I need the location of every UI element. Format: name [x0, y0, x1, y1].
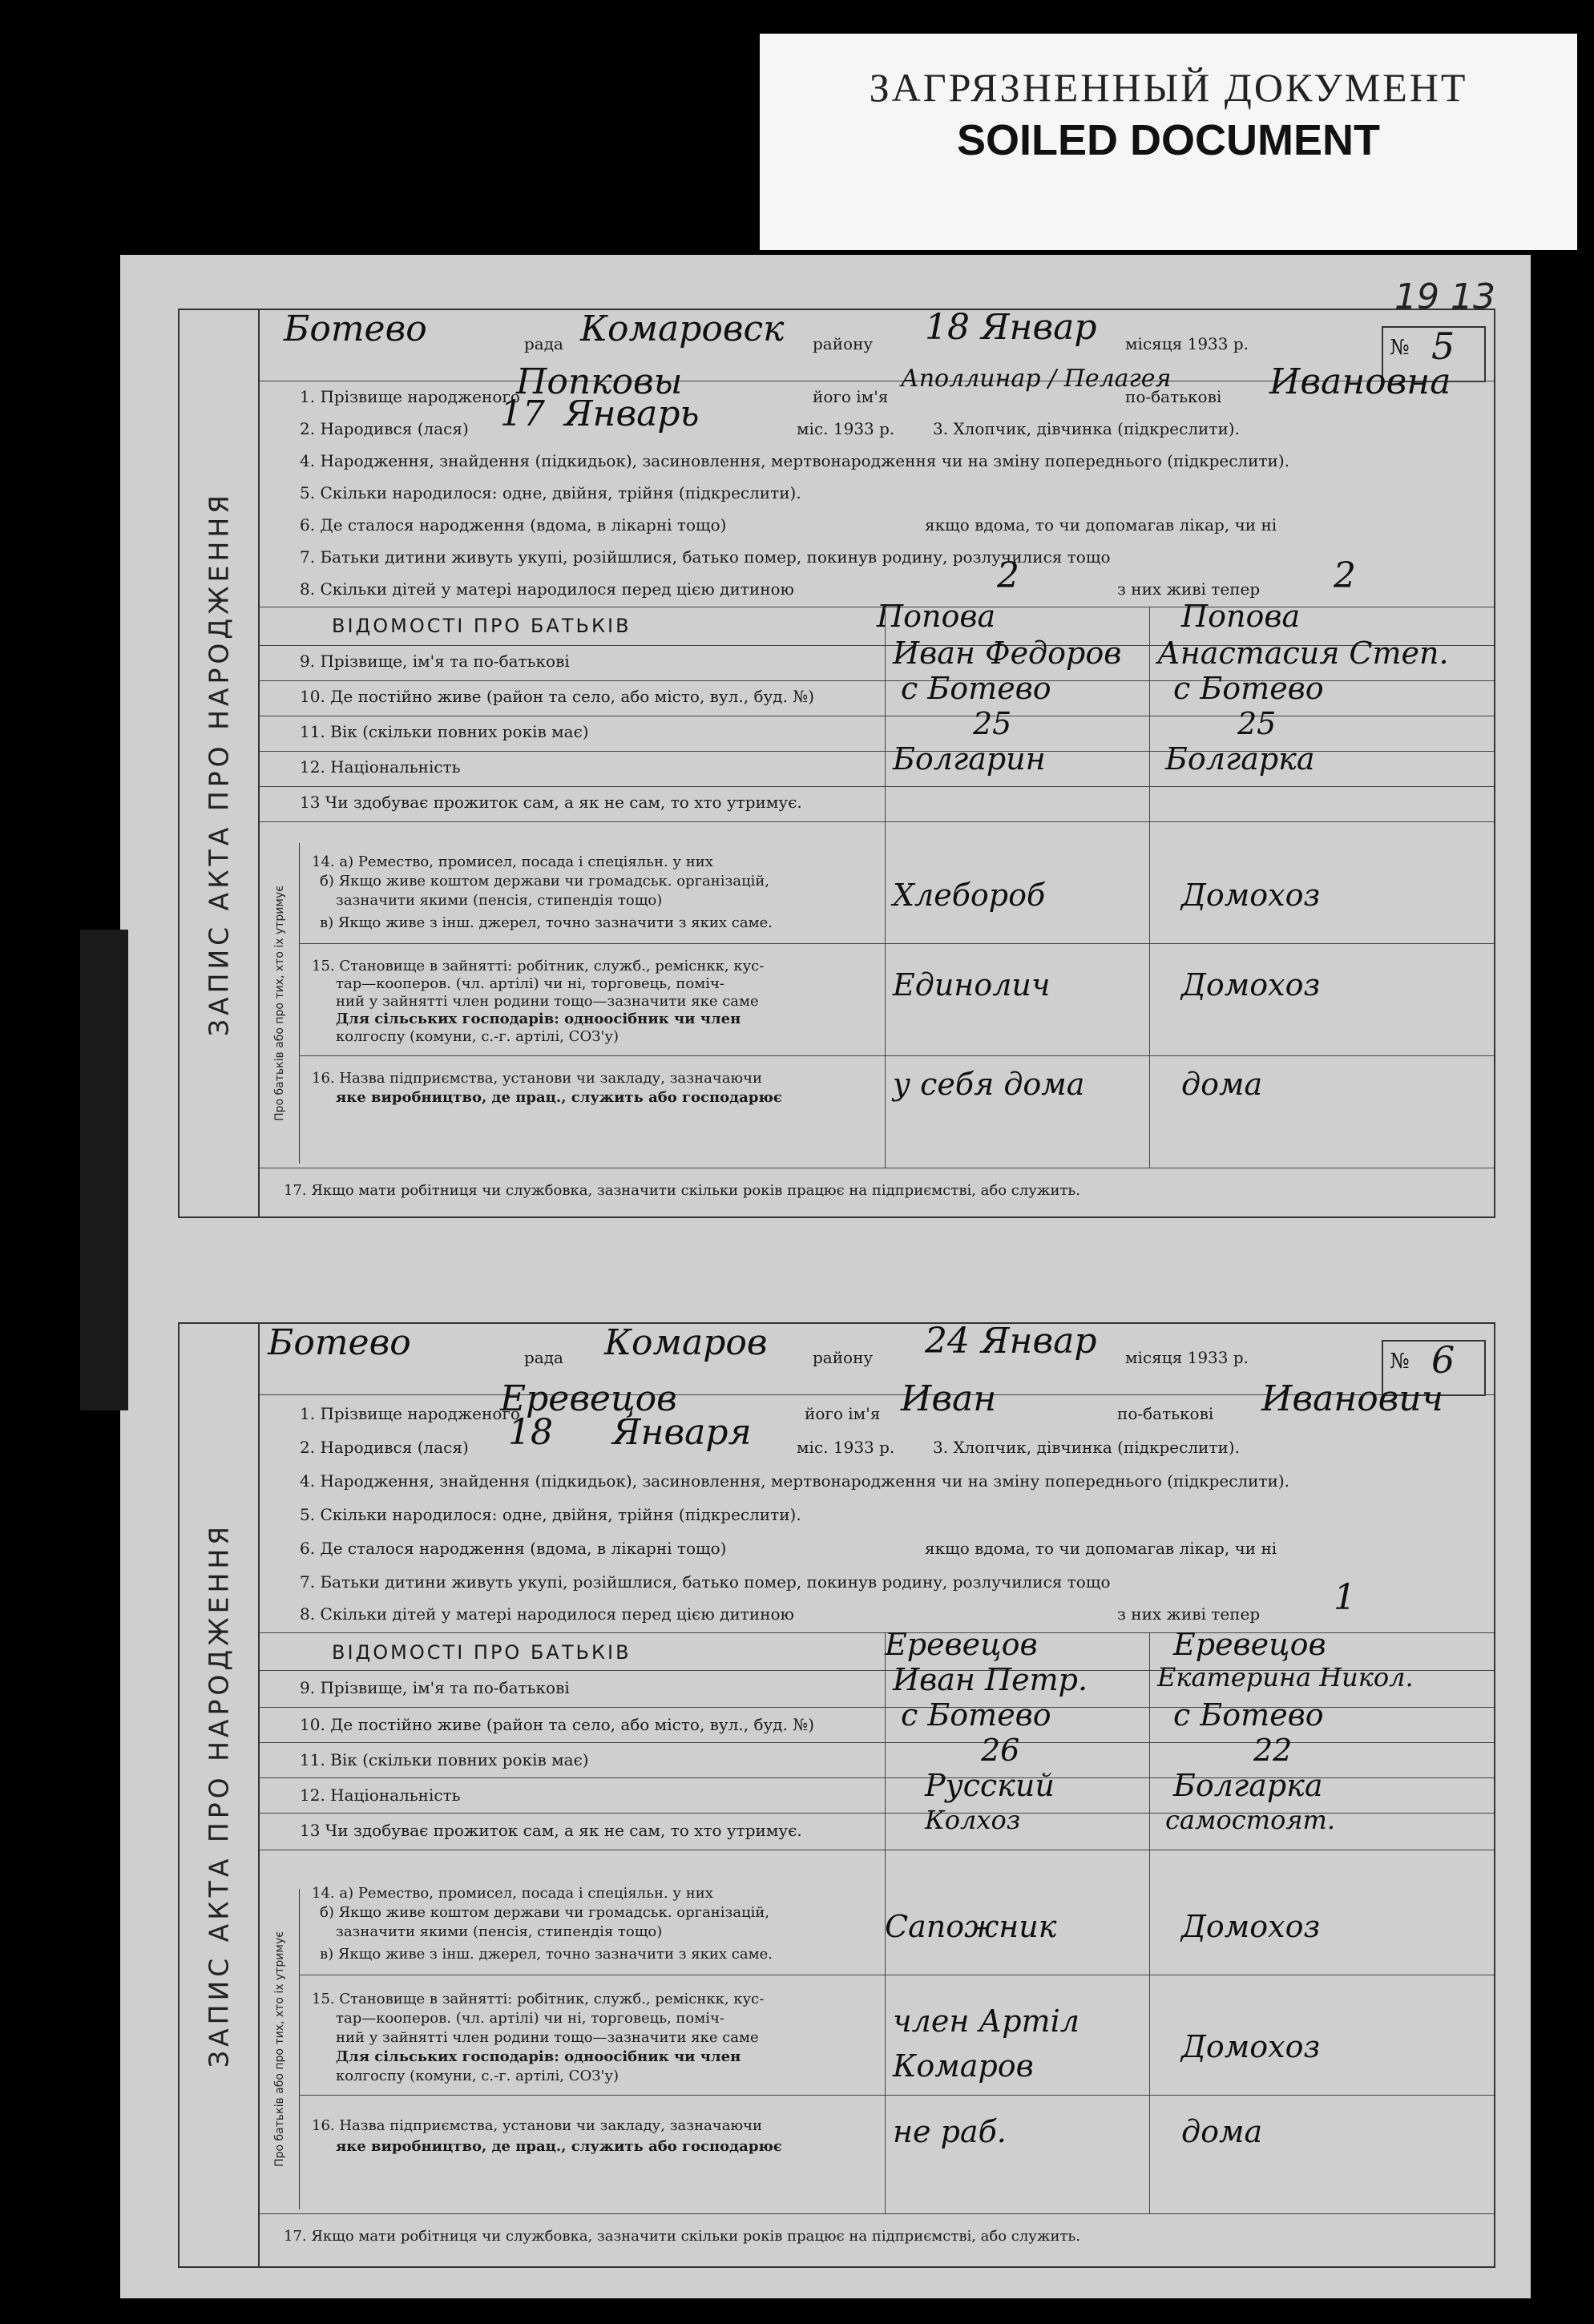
reg-date-handwritten: 24 Январ [925, 1321, 1097, 1362]
birth-month: Январь [564, 393, 700, 434]
children-alive: 2 [1334, 555, 1356, 596]
record-number: 6 [1431, 1338, 1455, 1382]
father-header: Еревецов [885, 1627, 1038, 1662]
mother-name: Екатерина Никол. [1157, 1662, 1414, 1693]
rada-label: рада [524, 334, 563, 353]
sheet-number: 19 13 [1394, 276, 1495, 317]
child-name: Иван [901, 1378, 997, 1419]
birth-day: 17 [500, 393, 545, 434]
raion-label: району [813, 334, 874, 353]
birth-record-6: ЗАПИС АКТА ПРО НАРОДЖЕННЯ Про батьків або про тих, хто іх утримує Ботево рада Комаров району 24 Январ місяця 1933 р. № 6 1. Прізвище народженого Еревецов його ім'я Иван по-батькові Иванович 2. Народився (лася) 18 Января міс. 1933 р. 3. Хлопчик, дівчинка (підкреслити). 4. Народження, знайдення (підкидьок), засиновлення, мертвонародження чи на зміну попереднього (підкреслити). 5. Скільки народилося: одне, двійня, трійня (підкреслити). 6. Де сталося народження (вдома, в лікарні тощо) якщо вдома, то чи допомагав лікар, чи ні 7. Батьки дитини живуть укупі, розійшлися, батько помер, покинув родину, розлучилися тощо 8. Скільки дітей у матері народилося перед цією дитиною з них живі тепер 1 ВІДОМОСТІ ПРО БАТЬКІВ Еревецов Еревецов 9. Прізвище, ім'я та по-батькові Иван Петр. Екатерина Никол. 10. Де постійно живе (район та село, або місто, вул., буд. №) с Ботево с Ботево 11. Вік (скільки повних років має) 26 22 12. Національність Русский Болгарка 13 Чи здобуває прожиток сам, а як не сам, то хто утримує. Колхоз самостоят. 14. а) Ремество, промисел, посада і спеціяльн. у них б) Якщо живе коштом держави чи громадськ. організацій, зазначити якими (пенсія, стипендія тощо) в) Якщо живе з інш. джерел, точно зазначити з яких саме. Сапожник Домохоз 15. Становище в зайнятті: робітник, служб., реміснкк, кус- тар—кооперов. (чл. артілі) чи ні, торговець, поміч- ний у зайнятті член родини тощо—зазначити яке саме Для сільських господарів: одноосібник чи член колгоспу (комуни, с.-г. артілі, СОЗ'у) член Артіл Комаров Домохоз 16. Назва підприємства, установи чи закладу, зазначаючи яке виробництво, де прац., служить або господарює не раб. дома 17. Якщо мати робітниця чи службовка, зазначити скільки років працює на підприємстві, або служить. [178, 1322, 1495, 2268]
father-occupation: Сапожник [885, 1909, 1057, 1944]
father-nationality: Русский [925, 1768, 1055, 1803]
father-workplace: не раб. [893, 2114, 1007, 2149]
child-surname: Еревецов [500, 1378, 677, 1419]
mother-workplace: дома [1181, 1067, 1263, 1102]
mother-support: самостоят. [1165, 1805, 1336, 1835]
label-russian: ЗАГРЯЗНЕННЫЙ ДОКУМЕНТ [869, 65, 1468, 110]
mother-nationality: Болгарка [1173, 1768, 1323, 1803]
child-surname: Попковы [516, 361, 683, 402]
father-occupation: Хлебороб [893, 878, 1046, 913]
father-status: член Артіл Комаров [893, 2003, 1079, 2084]
mother-status: Домохоз [1181, 967, 1321, 1003]
village-handwritten: Ботево [284, 309, 427, 349]
child-name: Аполлинар / Пелагея [901, 365, 1172, 393]
father-name: Иван Федоров [893, 635, 1122, 671]
district-handwritten: Комаровск [580, 309, 785, 349]
torn-edge [80, 930, 128, 1410]
mother-age: 25 [1237, 706, 1277, 741]
mother-nationality: Болгарка [1165, 741, 1315, 777]
record-side-title: ЗАПИС АКТА ПРО НАРОДЖЕННЯ [180, 310, 260, 1216]
father-header: Попова [877, 599, 996, 634]
reg-date-handwritten: 18 Январ [925, 307, 1097, 348]
district-handwritten: Комаров [604, 1322, 768, 1363]
record-number: 5 [1431, 325, 1455, 368]
father-name: Иван Петр. [893, 1662, 1088, 1697]
birth-record-5: ЗАПИС АКТА ПРО НАРОДЖЕННЯ Про батьків або про тих, хто іх утримує Ботево рада Комаровск району 18 Январ місяця 1933 р. № 5 1. Прізвище народженого Попковы його ім'я Аполлинар / Пелагея по-батькові Ивановна 2. Народився (лася) 17 Январь міс. 1933 р. 3. Хлопчик, дівчинка (підкреслити). 4. Народження, знайдення (підкидьок), засиновлення, мертвонародження чи на зміну попереднього (підкреслити). 5. Скільки народилося: одне, двійня, трійня (підкреслити). 6. Де сталося народження (вдома, в лікарні тощо) якщо вдома, то чи допомагав лікар, чи ні 7. Батьки дитини живуть укупі, розійшлися, батько помер, покинув родину, розлучилися тощо 8. Скільки дітей у матері народилося перед цією дитиною 2 з них живі тепер 2 ВІДОМОСТІ ПРО БАТЬКІВ Попова Попова 9. Прізвище, ім'я та по-батькові Иван Федоров Анастасия Степ. 10. Де постійно живе (район та село, або місто, вул., буд. №) с Ботево с Ботево 11. Вік (скільки повних років має) 25 25 12. Національність Болгарин Болгарка 13 Чи здобуває прожиток сам, а як не сам, то хто утримує. 14. а) Ремество, промисел, посада і спеціяльн. у них б) Якщо живе коштом держави чи громадськ. організацій, зазначити якими (пенсія, стипендія тощо) в) Якщо живе з інш. джерел, точно зазначити з яких саме. Хлебороб Домохоз 15. Становище в зайнятті: робітник, служб., реміснкк, кус- тар—кооперов. (чл. артілі) чи ні, торговець, поміч- ний у зайнятті член родини тощо—зазначити яке саме Для сільських господарів: одноосібник чи член колгоспу (комуни, с.-г. артілі, СОЗ'у) Единолич Домохоз 16. Назва підприємства, установи чи закладу, зазначаючи яке виробництво, де прац., служить або господарює у себя дома дома 17. Якщо мати робітниця чи службовка, зазначити скільки років працює на підприємстві, або служить. [178, 309, 1495, 1218]
soiled-document-label [760, 34, 1577, 250]
father-status: Единолич [893, 967, 1051, 1003]
record-side-subtitle: Про батьків або про тих, хто іх утримує [260, 1889, 300, 2209]
mother-residence: с Ботево [1173, 671, 1324, 706]
children-before: 2 [997, 555, 1019, 596]
father-residence: с Ботево [901, 1697, 1051, 1733]
record-side-subtitle: Про батьків або про тих, хто іх утримує [260, 843, 300, 1164]
month-label: місяця 1933 р. [1125, 334, 1249, 353]
child-patronymic: Ивановна [1269, 361, 1451, 402]
mother-workplace: дома [1181, 2114, 1263, 2149]
birth-day: 18 [508, 1412, 553, 1453]
mother-occupation: Домохоз [1181, 878, 1321, 913]
mother-residence: с Ботево [1173, 1697, 1324, 1733]
q1-label: 1. Прізвище народженого [300, 387, 520, 406]
village-handwritten: Ботево [268, 1322, 411, 1363]
father-age: 25 [973, 706, 1012, 741]
record-number-box: № 5 [1382, 326, 1486, 382]
father-nationality: Болгарин [893, 741, 1046, 777]
father-support: Колхоз [925, 1805, 1021, 1835]
record-side-title: ЗАПИС АКТА ПРО НАРОДЖЕННЯ [180, 1324, 260, 2266]
mother-header: Еревецов [1173, 1627, 1326, 1662]
child-patronymic: Иванович [1261, 1378, 1444, 1419]
record-number-box: № 6 [1382, 1340, 1486, 1396]
children-alive: 1 [1334, 1577, 1356, 1618]
label-english: SOILED DOCUMENT [956, 116, 1380, 164]
q2-label: 2. Народився (лася) [300, 419, 469, 438]
mother-name: Анастасия Степ. [1157, 635, 1449, 671]
mother-header: Попова [1181, 599, 1301, 634]
father-age: 26 [981, 1733, 1020, 1768]
birth-month: Января [612, 1412, 752, 1453]
father-workplace: у себя дома [893, 1067, 1085, 1102]
mother-age: 22 [1253, 1733, 1293, 1768]
father-residence: с Ботево [901, 671, 1051, 706]
mother-occupation: Домохоз [1181, 1909, 1321, 1944]
mother-status: Домохоз [1181, 2029, 1321, 2064]
